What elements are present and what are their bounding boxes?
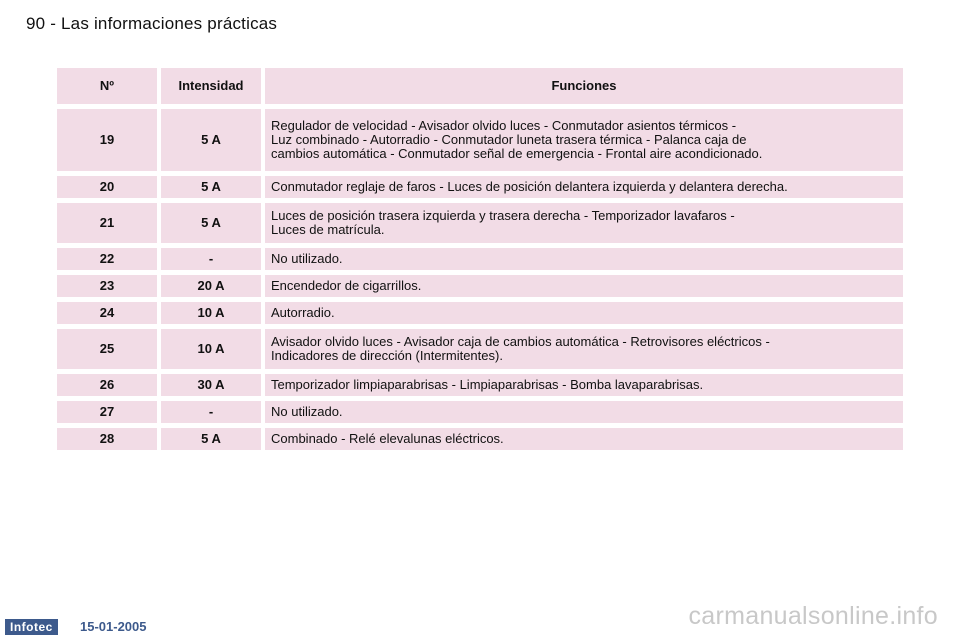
fuse-intensity: - <box>161 401 261 423</box>
fuse-number: 23 <box>57 275 157 297</box>
fuse-functions-text: Regulador de velocidad - Avisador olvido luces - Conmutador asientos térmicos - Luz combinado - Autorradio - Conmutador luneta trasera térmica - Palanca caja de cambios automática - Conmutador señal de emergencia - Frontal aire acondicionado. <box>271 118 763 161</box>
fuse-number: 28 <box>57 428 157 450</box>
table-row <box>57 329 903 369</box>
fuse-functions <box>265 374 903 396</box>
table-row <box>57 401 903 423</box>
fuse-functions-text: Temporizador limpiaparabrisas - Limpiaparabrisas - Bomba lavaparabrisas. <box>271 377 704 392</box>
table-row <box>57 109 903 171</box>
fuse-functions-text: Combinado - Relé elevalunas eléctricos. <box>271 431 504 446</box>
fuse-functions-text: Avisador olvido luces - Avisador caja de cambios automática - Retrovisores eléctricos - Indicadores de dirección (Intermitentes). <box>271 334 770 363</box>
table-row <box>57 428 903 450</box>
fuse-functions <box>265 401 903 423</box>
fuse-functions <box>265 109 903 171</box>
table-row <box>57 374 903 396</box>
table-row <box>57 248 903 270</box>
table-row <box>57 275 903 297</box>
table-row <box>57 203 903 243</box>
fuse-functions-text: Encendedor de cigarrillos. <box>271 278 422 293</box>
table-row <box>57 176 903 198</box>
watermark: carmanualsonline.info <box>688 602 938 630</box>
fuse-table <box>57 68 903 455</box>
fuse-number: 21 <box>57 203 157 243</box>
fuse-intensity: 5 A <box>161 203 261 243</box>
fuse-number: 22 <box>57 248 157 270</box>
column-header-functions: Funciones <box>265 68 903 104</box>
column-header-number: Nº <box>57 68 157 104</box>
fuse-intensity: - <box>161 248 261 270</box>
fuse-number: 24 <box>57 302 157 324</box>
footer-date: 15-01-2005 <box>80 619 147 634</box>
fuse-functions <box>265 176 903 198</box>
fuse-intensity: 10 A <box>161 329 261 369</box>
fuse-functions-text: Conmutador reglaje de faros - Luces de posición delantera izquierda y delantera derecha. <box>271 179 788 194</box>
fuse-number: 20 <box>57 176 157 198</box>
fuse-functions <box>265 302 903 324</box>
fuse-intensity: 5 A <box>161 428 261 450</box>
fuse-functions <box>265 428 903 450</box>
fuse-functions-text: Autorradio. <box>271 305 335 320</box>
table-header-row <box>57 68 903 104</box>
fuse-functions <box>265 248 903 270</box>
fuse-functions-text: No utilizado. <box>271 404 343 419</box>
fuse-functions <box>265 203 903 243</box>
fuse-functions-text: No utilizado. <box>271 251 343 266</box>
page-title: 90 - Las informaciones prácticas <box>26 14 278 33</box>
table-row <box>57 302 903 324</box>
fuse-intensity: 30 A <box>161 374 261 396</box>
fuse-intensity: 5 A <box>161 109 261 171</box>
fuse-functions <box>265 329 903 369</box>
fuse-number: 19 <box>57 109 157 171</box>
fuse-intensity: 5 A <box>161 176 261 198</box>
fuse-intensity: 20 A <box>161 275 261 297</box>
fuse-functions <box>265 275 903 297</box>
infotec-logo: Infotec <box>5 619 58 635</box>
fuse-functions-text: Luces de posición trasera izquierda y trasera derecha - Temporizador lavafaros - Luces de matrícula. <box>271 208 735 237</box>
fuse-number: 26 <box>57 374 157 396</box>
fuse-intensity: 10 A <box>161 302 261 324</box>
fuse-number: 27 <box>57 401 157 423</box>
column-header-intensity: Intensidad <box>161 68 261 104</box>
fuse-number: 25 <box>57 329 157 369</box>
